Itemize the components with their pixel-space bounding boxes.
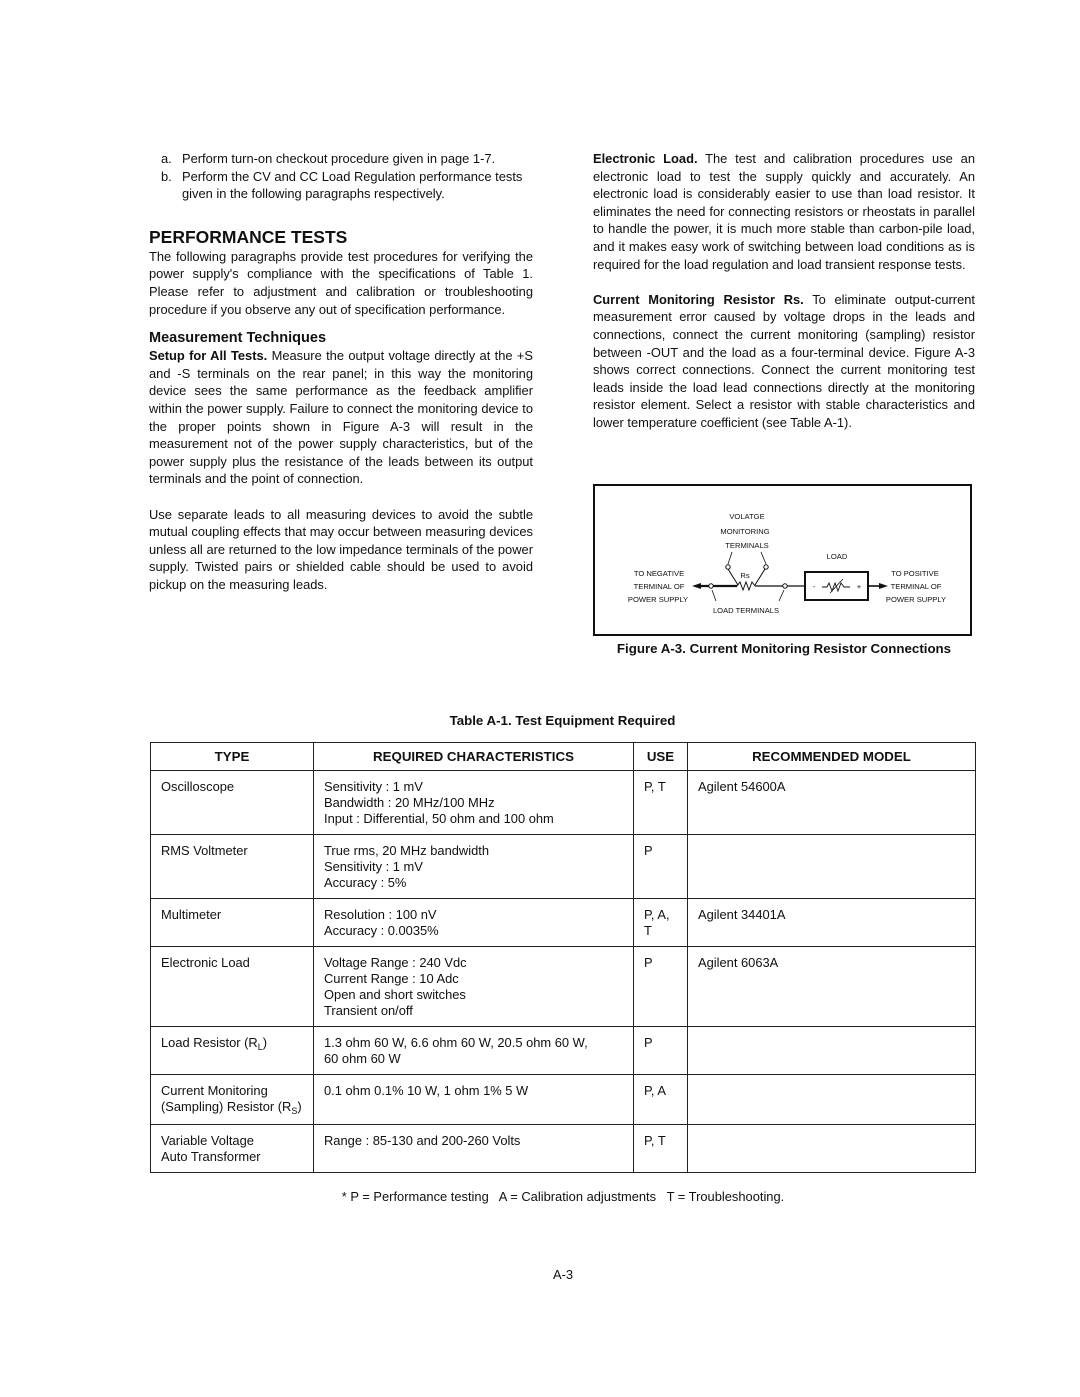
- electronic-load-paragraph: [593, 150, 975, 273]
- right-column: [593, 150, 975, 432]
- cell-type: RMS Voltmeter: [151, 835, 314, 899]
- electronic-load-lead: Electronic Load.: [593, 151, 698, 166]
- resistor-lead: Current Monitoring Resistor Rs.: [593, 291, 804, 307]
- cell-type: Load Resistor $(R_L)$: [151, 1027, 314, 1075]
- table-row: [151, 835, 976, 899]
- section-intro: The following paragraphs provide test procedures for verifying the power supply's compliance with the specifications of Table 1. Please refer to adjustment and calibration or troubleshooting procedure if you observe any out of specification performance.: [149, 248, 533, 317]
- cell-model: [688, 835, 976, 899]
- step-b: [161, 168, 533, 203]
- table-title: Table A-1. Test Equipment Required: [449, 713, 676, 728]
- cell-req: Range : 85-130 and 200-260 Volts: [314, 1125, 634, 1173]
- test-equipment-table: [150, 742, 976, 1173]
- cell-model: [688, 1027, 976, 1075]
- figure-caption: Figure A-3. Current Monitoring Resistor Connections: [616, 641, 952, 656]
- figure-a3-diagram: [593, 484, 972, 636]
- positive-label-3: POWER SUPPLY: [885, 595, 947, 604]
- negative-label-2: TERMINAL OF: [633, 582, 685, 591]
- setup-lead: Setup for All Tests.: [149, 348, 268, 364]
- page-number: A-3: [552, 1267, 574, 1282]
- cell-use: P, A, T: [634, 899, 688, 947]
- table-header-row: [151, 743, 976, 771]
- load-label: LOAD: [826, 552, 848, 561]
- table-row: [151, 1075, 976, 1125]
- step-text: Perform the CV and CC Load Regulation performance tests given in the following paragraphs respectively.: [182, 168, 523, 202]
- cell-model: Agilent 6063A: [688, 947, 976, 1027]
- cell-type: Oscilloscope: [151, 771, 314, 835]
- resistor-paragraph: [593, 291, 975, 432]
- cell-type: Current Monitoring (Sampling) Resistor $(R_S)$: [151, 1075, 314, 1125]
- circuit-wires: [692, 552, 888, 601]
- cell-model: Agilent 54600A: [688, 771, 976, 835]
- voltage-monitoring-label-1: VOLATGE: [729, 512, 765, 521]
- step-marker: a.: [161, 151, 172, 166]
- cell-req: 1.3 ohm 60 W, 6.6 ohm 60 W, 20.5 ohm 60 W, 60 ohm 60 W: [314, 1027, 634, 1075]
- cell-use: P: [634, 835, 688, 899]
- table-row: [151, 947, 976, 1027]
- cell-req: Resolution : 100 nV Accuracy : 0.0035%: [314, 899, 634, 947]
- leads-paragraph: Use separate leads to all measuring devices to avoid the subtle mutual coupling effects that may occur between measuring devices unless all are returned to the low impedance terminals of the power supply. Twisted pairs or shielded cable should be used to avoid pickup on the measuring leads.: [149, 506, 533, 592]
- table-row: [151, 1027, 976, 1075]
- cell-type: Electronic Load: [151, 947, 314, 1027]
- header-required-characteristics: REQUIRED CHARACTERISTICS: [314, 743, 634, 771]
- cell-use: P, T: [634, 1125, 688, 1173]
- rs-label: Rs: [740, 571, 750, 580]
- positive-label-2: TERMINAL OF: [890, 582, 942, 591]
- step-a: [161, 150, 533, 168]
- table-row: [151, 771, 976, 835]
- cell-model: [688, 1075, 976, 1125]
- cell-model: [688, 1125, 976, 1173]
- cell-req: Sensitivity : 1 mV Bandwidth : 20 MHz/100 MHz Input : Differential, 50 ohm and 100 ohm: [314, 771, 634, 835]
- table-footnote: * P = Performance testing A = Calibration adjustments T = Troubleshooting.: [341, 1189, 785, 1204]
- load-plus-sign: +: [856, 582, 862, 591]
- load-minus-sign: -: [812, 582, 816, 591]
- negative-label-1: TO NEGATIVE: [633, 569, 685, 578]
- section-title: PERFORMANCE TESTS: [149, 226, 348, 247]
- cell-req: Voltage Range : 240 Vdc Current Range : 10 Adc Open and short switches Transient on/off: [314, 947, 634, 1027]
- left-column: [149, 150, 533, 593]
- header-use: USE: [634, 743, 688, 771]
- procedure-steps: [149, 150, 533, 203]
- voltage-monitoring-label-3: TERMINALS: [725, 541, 769, 550]
- table-row: [151, 1125, 976, 1173]
- cell-use: P, T: [634, 771, 688, 835]
- load-terminals-label: LOAD TERMINALS: [712, 606, 780, 615]
- step-text: Perform turn-on checkout procedure given in page 1-7.: [182, 151, 496, 166]
- resistor-text: To eliminate output-current measurement error caused by voltage drops in the leads and connections, connect the current monitoring (sampling) resistor between -OUT and the load as a four-terminal device. Figure A-3 shows correct connections. Connect the current monitoring test leads inside the load lead connections directly at the monitoring resistor element. Select a resistor with stable characteristics and lower temperature coefficient (see Table A-1).: [593, 291, 975, 430]
- header-recommended-model: RECOMMENDED MODEL: [688, 743, 976, 771]
- header-type: TYPE: [151, 743, 314, 771]
- cell-use: P: [634, 1027, 688, 1075]
- cell-type: Variable Voltage Auto Transformer: [151, 1125, 314, 1173]
- cell-use: P: [634, 947, 688, 1027]
- setup-text: Measure the output voltage directly at the +S and -S terminals on the rear panel; in this way the monitoring device sees the same performance as the feedback amplifier within the power supply. Failure to connect the monitoring device to the proper points shown in Figure A-3 will result in the measurement not of the power supply characteristics, but of the power supply plus the resistance of the leads between its output terminals and the point of connection.: [149, 348, 533, 487]
- electronic-load-text: The test and calibration procedures use an electronic load to test the supply quickly and accurately. An electronic load is considerably easier to use than load resistor. It eliminates the need for connecting resistors or rheostats in parallel to handle the power, it is much more stable than carbon-pile load, and it makes easy work of switching between load conditions as is required for the load regulation and load transient response tests.: [593, 151, 975, 272]
- subsection-title: Measurement Techniques: [149, 330, 327, 347]
- table-row: [151, 899, 976, 947]
- cell-model: Agilent 34401A: [688, 899, 976, 947]
- voltage-monitoring-label-2: MONITORING: [720, 527, 770, 536]
- step-marker: b.: [161, 168, 172, 184]
- negative-label-3: POWER SUPPLY: [627, 595, 689, 604]
- cell-type: Multimeter: [151, 899, 314, 947]
- setup-paragraph: [149, 347, 533, 488]
- cell-req: True rms, 20 MHz bandwidth Sensitivity : 1 mV Accuracy : 5%: [314, 835, 634, 899]
- cell-req: 0.1 ohm 0.1% 10 W, 1 ohm 1% 5 W: [314, 1075, 634, 1125]
- positive-label-1: TO POSITIVE: [891, 569, 939, 578]
- cell-use: P, A: [634, 1075, 688, 1125]
